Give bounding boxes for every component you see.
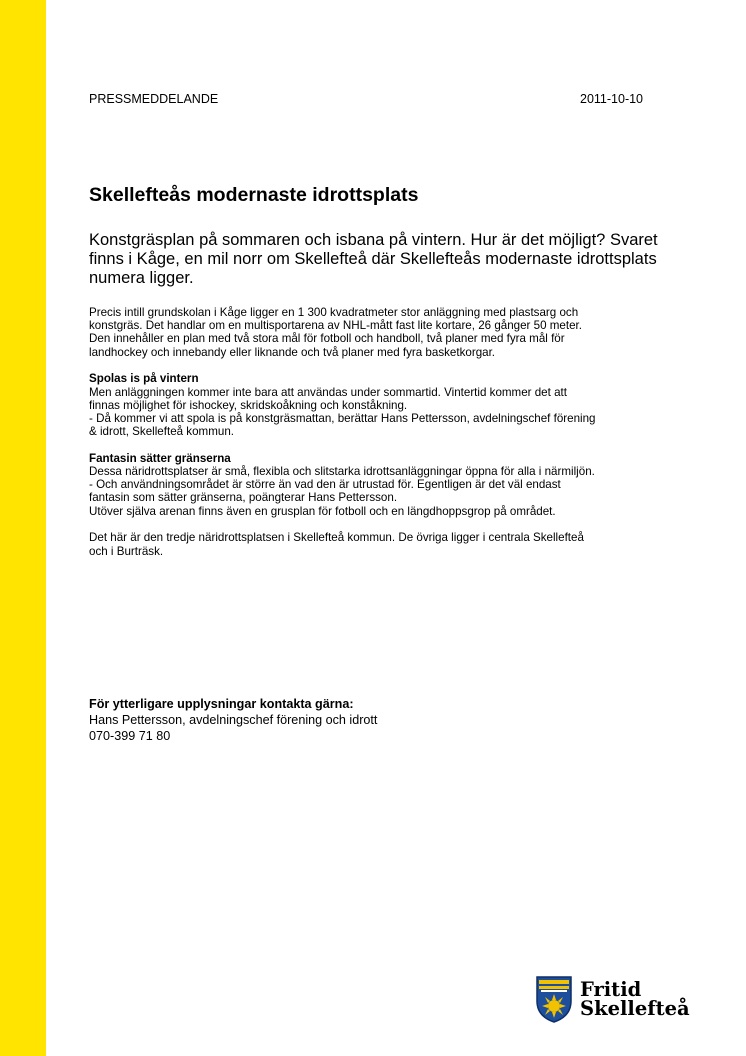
fritid-skelleftea-logo: [535, 975, 690, 1023]
crest-icon: [535, 975, 573, 1023]
contact-phone: 070-399 71 80: [89, 729, 171, 743]
lead-paragraph: Konstgräsplan på sommaren och isbana på vintern. Hur är det möjligt? Svaret finns i Kåge, en mil norr om Skellefteå där Skellefteås modernaste idrottsplats numera ligger.: [89, 231, 658, 287]
body-line: Precis intill grundskolan i Kåge ligger en 1 300 kvadratmeter stor anläggning med plastsarg och: [89, 306, 579, 319]
release-date: 2011-10-10: [580, 92, 644, 106]
body-line: Dessa näridrottsplatser är små, flexibla och slitstarka idrottsanläggningar öppna för alla i närmiljön.: [89, 465, 595, 479]
section-heading-fantasy: Fantasin sätter gränserna: [89, 451, 231, 465]
body-line: & idrott, Skellefteå kommun.: [89, 425, 234, 439]
contact-heading: För ytterligare upplysningar kontakta gärna:: [89, 697, 354, 711]
body-text: [89, 306, 709, 558]
contact-block: [89, 696, 377, 744]
contact-name: Hans Pettersson, avdelningschef förening och idrott: [89, 713, 378, 727]
body-line: konstgräs. Det handlar om en multisportarena av NHL-mått fast lite kortare, 26 gånger 50 meter.: [89, 319, 582, 333]
body-line: landhockey och innebandy eller liknande och två planer med fyra basketkorgar.: [89, 345, 496, 359]
body-line: och i Burträsk.: [89, 544, 164, 558]
body-line: Utöver själva arenan finns även en grusplan för fotboll och en längdhoppsgrop på området.: [89, 504, 556, 518]
page-title: Skellefteås modernaste idrottsplats: [89, 184, 419, 206]
body-line: Men anläggningen kommer inte bara att användas under sommartid. Vintertid kommer det att: [89, 385, 567, 399]
body-line: Den innehåller en plan med två stora mål för fotboll och handboll, två planer med fyra mål för: [89, 332, 565, 346]
body-line: finnas möjlighet för ishockey, skridskoåkning och konståkning.: [89, 398, 408, 412]
body-line: Det här är den tredje näridrottsplatsen i Skellefteå kommun. De övriga ligger i centrala Skellefteå: [89, 531, 584, 545]
section-heading-ice: Spolas is på vintern: [89, 372, 199, 386]
press-release-label: PRESSMEDDELANDE: [89, 92, 219, 106]
body-line: - Då kommer vi att spola is på konstgräsmattan, berättar Hans Pettersson, avdelningschef förening: [89, 411, 596, 425]
logo-line-skelleftea: Skellefteå: [580, 997, 690, 1020]
body-line: - Och användningsområdet är större än vad den är utrustad för. Egentligen är det väl endast: [89, 478, 561, 492]
yellow-side-bar: [0, 0, 46, 1056]
body-line: fantasin som sätter gränserna, poängterar Hans Pettersson.: [89, 491, 398, 505]
logo-line-fritid: Fritid: [580, 978, 642, 1001]
